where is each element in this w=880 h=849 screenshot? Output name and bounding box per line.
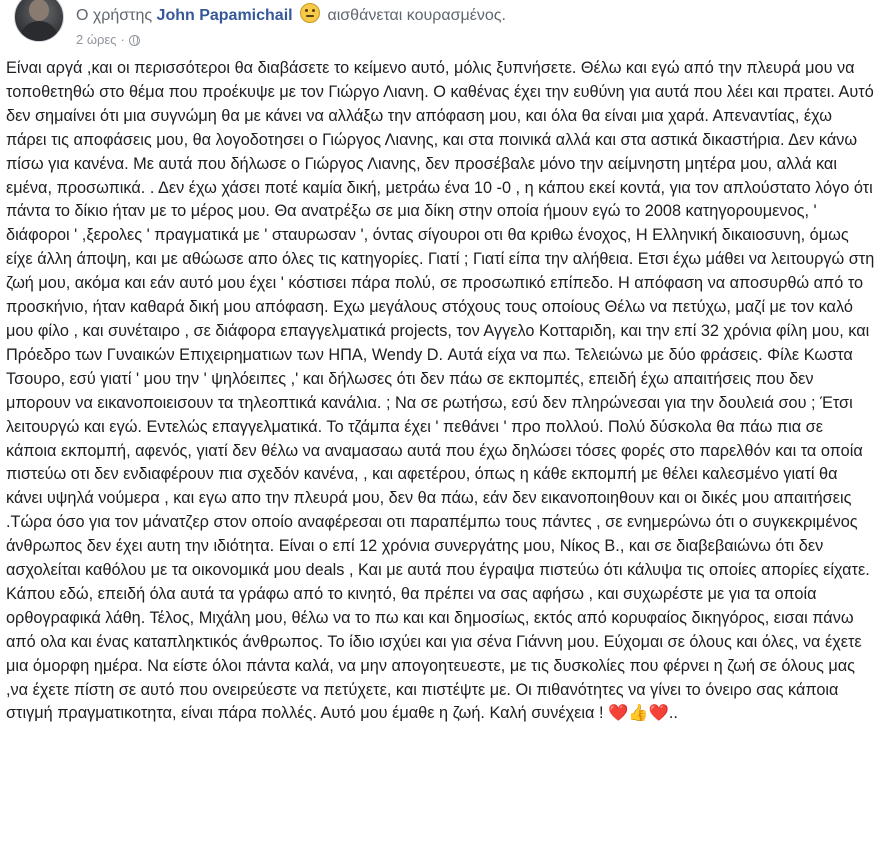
heart-emoji: ❤️ bbox=[608, 704, 629, 723]
author-name-link[interactable]: John Papamichail bbox=[156, 7, 293, 24]
author-prefix: Ο χρήστης bbox=[76, 7, 153, 24]
avatar-face bbox=[29, 0, 49, 21]
tired-face-icon bbox=[300, 3, 320, 23]
heart-emoji-2: ❤️ bbox=[648, 704, 669, 723]
post-timestamp[interactable]: 2 ώρες bbox=[76, 32, 117, 47]
globe-icon[interactable] bbox=[129, 35, 140, 46]
feeling-text: αισθάνεται κουρασμένος. bbox=[327, 7, 506, 24]
thumbs-up-emoji: 👍 bbox=[628, 704, 649, 723]
avatar-shoulders bbox=[19, 21, 59, 42]
post-meta-line bbox=[76, 32, 140, 47]
profile-avatar[interactable] bbox=[14, 0, 64, 42]
post-text: Είναι αργά ,και οι περισσότεροι θα διαβάσετε το κείμενο αυτό, μόλις ξυπνήσετε. Θέλω και εγώ από την πλευρά μου να τοποθετηθώ στο θέμα που προέκυψε με τον Γιώργο Λιανη. Ο καθένας έχει την ευθύνη για αυτά που λέει και πρατει. Αυτό δεν σημαίνει ότι μια συγνώμη θα με κάνει να αλλάξω την απόφαση μου, και όλα θα είναι μια χαρά. Απεναντίας, έχω πάρει τις αποφάσεις μου, θα λογοδοτησει ο Γιώργος Λιανης, και στα ποινικά αλλά και στα αστικά δικαστήρια. Δεν κάνω πίσω για κανένα. Με αυτά που δήλωσε ο Γιώργος Λιανης, δεν προσέβαλε μόνο την αείμνηστη μητέρα μου, αλλά και εμένα, προσωπικά. . Δεν έχω χάσει ποτέ καμία δική, μετράω ένα 10 -0 , η κάπου εκεί κοντά, για τον απλούστατο λόγο ότι πάντα το δίκιο ήταν με το μέρος μου. Θα ανατρέξω σε μια δίκη στην οποία ήμουν εγώ το 2008 κατηγορουμενος, ' διάφοροι ' ,ξερολες ' πραγματικά με ' σταυρωσαν ', όντας σίγουροι οτι θα κριθω ένοχος, Η Ελληνική δικαιοσυνη, όμως είχε άλλη άποψη, και με αθώωσε απο όλες τις κατηγορίες. Γιατί ; Γιατί είπα την αλήθεια. Ετσι έχω μάθει να λειτουργώ στη ζωή μου, ακόμα και εάν αυτό μου έχει ' κόστισει πάρα πολύ, σε προσωπικό επίπεδο. Η απόφαση να αποσυρθώ από το προσκήνιο, ήταν καθαρά δική μου απόφαση. Εχω μεγάλους στόχους τους οποίους Θέλω να πετύχω, μαζί με τον καλό μου φίλο , και συνέταιρο , σε διάφορα επαγγελματικά projects, τον Αγγελο Κοτταριδη, και την επί 32 χρόνια φίλη μου, και Πρόεδρο των Γυναικών Επιχειρηματιων των ΗΠΑ, Wendy D. Αυτά είχα να πω. Τελειώνω με δύο φράσεις. Φίλε Κωστα Τσουρο, εσύ γιατί ' μου την ' ψηλόειπες ,' και δήλωσες ότι δεν πάω σε εκπομπές, επειδή έχω απαιτήσεις που δεν μπορουν να εικανοποιεισουν τα τηλεοπτικά κανάλια. ; Να σε ρωτήσω, εσύ δεν πληρώνεσαι για την δουλειά σου ; Έτσι λειτουργώ και εγώ. Εντελώς επαγγελματικά. Το τζάμπα έχει ' πεθάνει ' προ πολλού. Πολύ δύσκολα θα πάω πια σε κάποια εκπομπή, αφενός, γιατί δεν θέλω να αναμασαω αυτά που έχω δηλώσει τόσες φορές στο παρελθόν και τα οποία πιστεύω οτι δεν ενδιαφέρουν πια σχεδόν κανένα, , και αφετέρου, όπως η κάθε εκπομπή με θέλει καλεσμένο γιατί θα κάνει υψηλά νούμερα , και εγω απο την πλευρά μου, δεν θα πάω, εάν δεν εικανοποιηθουν και οι δικές μου απαιτήσεις .Τώρα όσο για τον μάνατζερ στον οποίο αναφέρεσαι οτι παραπέμπω τους πάντες , σε ενημερώνω ότι ο συγκεκριμένος άνθρωπος δεν έχει αυτη την ιδιότητα. Είναι ο επί 12 χρόνια συνεργάτης μου, Νίκος Β., και σε διαβεβαιώνω ότι δεν ασχολείται καθόλου με τα οικονομικά μου deals , Και με αυτά που έγραψα πιστεύω ότι κάλυψα τις οποίες απορίες είχατε. Κάπου εδώ, επειδή όλα αυτά τα γράφω από το κινητό, θα πρέπει να σας αφήσω , και συχωρέστε με για τα οποία ορθογραφικά λάθη. Τέλος, Μιχάλη μου, θέλω να το πω και και δημοσίως, εκτός από κορυφαίος δικηγόρος, εισαι πάνω από ολα και ένας καταπληκτικός άνθρωπος. Το ίδιο ισχύει και για σένα Γιάννη μου. Εύχομαι σε όλους και όλες, να έχετε μια όμορφη ημέρα. Να είστε όλοι πάντα καλά, να μην απογοητευεστε, με τις δυσκολίες που φέρνει η ζωή σε όλους μας ,να έχετε πίστη σε αυτό που ονειρεύεστε να πετύχετε, και πιστέψτε με. Οι πιθανότητες να γίνει το όνειρο σας κάποια στιγμή πραγματικοτητα, είναι πάρα πολλές. Αυτό μου έμαθε η ζωή. Καλή συνέχεια ! bbox=[6, 59, 875, 723]
post-body bbox=[6, 57, 876, 726]
post-trailing: .. bbox=[668, 704, 678, 723]
post-author-line bbox=[76, 3, 506, 25]
post-header bbox=[0, 0, 880, 56]
meta-separator: · bbox=[120, 32, 125, 47]
